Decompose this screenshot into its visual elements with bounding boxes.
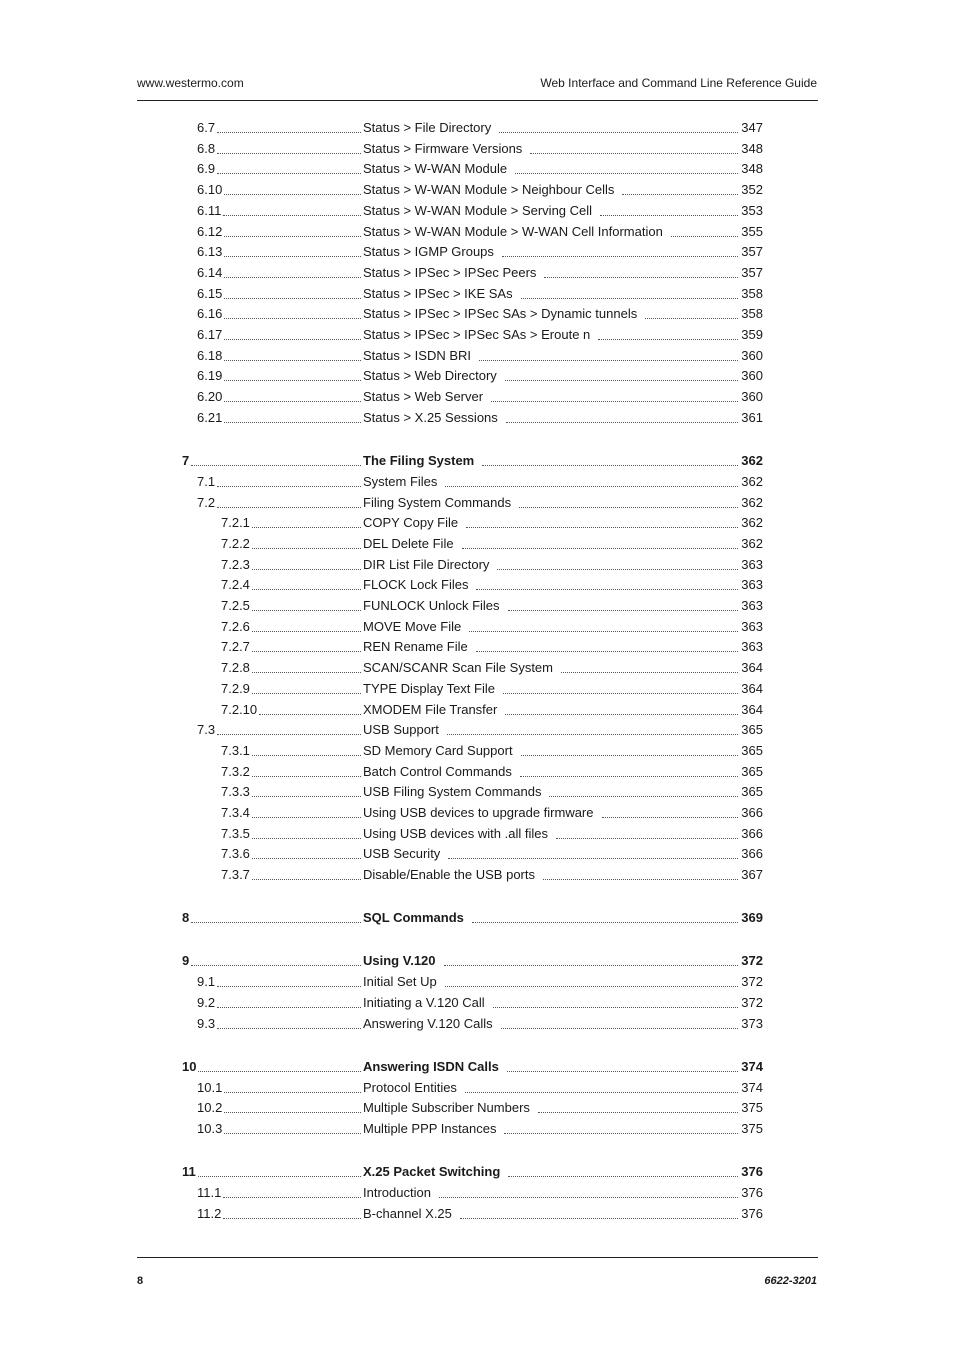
toc-dot-leader — [466, 527, 738, 528]
toc-section-title: Status > Web Server — [363, 388, 487, 406]
toc-section-number: 10 — [182, 1058, 197, 1074]
toc-page-number: 358 — [741, 306, 763, 322]
toc-page-number: 374 — [741, 1079, 763, 1095]
toc-section-number: 6.21 — [197, 409, 223, 425]
toc-page-number: 363 — [741, 556, 763, 572]
toc-section-title: Using V.120 — [363, 952, 440, 970]
toc-page-number: 372 — [741, 994, 763, 1010]
toc-page-number: 367 — [741, 867, 763, 883]
toc-dot-leader — [506, 422, 738, 423]
toc-page-number: 363 — [741, 639, 763, 655]
toc-dot-leader — [445, 986, 738, 987]
toc-page-number: 364 — [741, 701, 763, 717]
toc-dot-leader — [476, 651, 738, 652]
toc-dot-leader — [502, 256, 738, 257]
toc-dot-leader — [622, 194, 738, 195]
toc-section-title: Disable/Enable the USB ports — [363, 866, 539, 884]
toc-page-number: 357 — [741, 264, 763, 280]
toc-dot-leader — [224, 298, 361, 299]
toc-section-number: 10.1 — [197, 1079, 223, 1095]
toc-dot-leader — [259, 714, 361, 715]
toc-entry-row[interactable] — [0, 409, 954, 427]
toc-dot-leader — [598, 339, 738, 340]
toc-entry-row[interactable] — [0, 367, 954, 385]
toc-section-number: 9.1 — [197, 974, 216, 990]
toc-entry-row[interactable] — [0, 181, 954, 199]
toc-dot-leader — [482, 465, 738, 466]
toc-dot-leader — [191, 922, 361, 923]
toc-entry-row[interactable] — [0, 160, 954, 178]
toc-section-title: Status > ISDN BRI — [363, 347, 475, 365]
toc-dot-leader — [504, 1133, 738, 1134]
toc-dot-leader — [556, 838, 738, 839]
toc-dot-leader — [448, 858, 738, 859]
toc-page-number: 373 — [741, 1015, 763, 1031]
toc-chapter-row[interactable] — [0, 952, 954, 970]
toc-dot-leader — [224, 318, 361, 319]
toc-dot-leader — [252, 672, 361, 673]
toc-dot-leader — [252, 589, 361, 590]
toc-entry-row[interactable] — [0, 1099, 954, 1117]
toc-dot-leader — [505, 380, 738, 381]
toc-dot-leader — [602, 817, 738, 818]
toc-page-number: 353 — [741, 202, 763, 218]
toc-entry-row[interactable] — [0, 473, 954, 491]
toc-dot-leader — [549, 796, 738, 797]
toc-dot-leader — [469, 631, 738, 632]
toc-dot-leader — [521, 755, 738, 756]
toc-page-number: 362 — [741, 473, 763, 489]
toc-dot-leader — [224, 360, 361, 361]
toc-section-title: Batch Control Commands — [363, 763, 516, 781]
toc-dot-leader — [198, 1071, 361, 1072]
toc-page-number: 348 — [741, 161, 763, 177]
toc-entry-row[interactable] — [0, 305, 954, 323]
toc-page-number: 376 — [741, 1205, 763, 1221]
toc-entry-row[interactable] — [0, 326, 954, 344]
toc-dot-leader — [447, 734, 738, 735]
toc-dot-leader — [224, 339, 361, 340]
toc-section-number: 8 — [182, 910, 190, 926]
toc-entry-row[interactable] — [0, 285, 954, 303]
toc-section-title: DEL Delete File — [363, 535, 458, 553]
toc-entry-row[interactable] — [0, 638, 954, 656]
toc-section-title: MOVE Move File — [363, 618, 465, 636]
toc-section-title: B-channel X.25 — [363, 1205, 456, 1223]
toc-section-number: 7.2.10 — [221, 701, 258, 717]
toc-section-title: The Filing System — [363, 452, 478, 470]
toc-section-title: Status > IGMP Groups — [363, 243, 498, 261]
toc-page-number: 357 — [741, 244, 763, 260]
toc-section-number: 6.7 — [197, 120, 216, 135]
toc-section-number: 9.3 — [197, 1015, 216, 1031]
toc-section-number: 6.20 — [197, 389, 223, 405]
toc-section-number: 6.8 — [197, 140, 216, 156]
toc-entry-row[interactable] — [0, 514, 954, 532]
toc-dot-leader — [252, 569, 361, 570]
toc-dot-leader — [543, 879, 738, 880]
toc-dot-leader — [444, 965, 738, 966]
toc-dot-leader — [472, 922, 738, 923]
toc-section-title: Status > File Directory — [363, 119, 495, 137]
toc-dot-leader — [252, 817, 361, 818]
toc-section-number: 6.18 — [197, 347, 223, 363]
toc-entry-row[interactable] — [0, 140, 954, 158]
toc-section-title: Status > W-WAN Module > W-WAN Cell Information — [363, 223, 667, 241]
toc-section-number: 7.3.3 — [221, 784, 250, 800]
toc-section-title: Filing System Commands — [363, 494, 515, 512]
toc-section-title: XMODEM File Transfer — [363, 701, 501, 719]
toc-dot-leader — [600, 215, 738, 216]
toc-section-number: 7.3.1 — [221, 742, 250, 758]
toc-dot-leader — [521, 298, 738, 299]
toc-section-title: FLOCK Lock Files — [363, 576, 472, 594]
toc-page-number: 362 — [741, 494, 763, 510]
toc-page-number: 361 — [741, 409, 763, 425]
toc-page-number: 359 — [741, 327, 763, 342]
toc-section-title: USB Security — [363, 845, 444, 863]
toc-dot-leader — [538, 1112, 738, 1113]
toc-page-number: 372 — [741, 953, 763, 969]
toc-dot-leader — [503, 693, 738, 694]
toc-section-title: Introduction — [363, 1184, 435, 1202]
toc-section-number: 6.10 — [197, 182, 223, 198]
toc-dot-leader — [515, 173, 738, 174]
toc-entry-row[interactable] — [0, 701, 954, 719]
toc-dot-leader — [252, 838, 361, 839]
toc-entry-row[interactable] — [0, 721, 954, 739]
toc-entry-row[interactable] — [0, 347, 954, 365]
toc-chapter-row[interactable] — [0, 452, 954, 470]
toc-page-number: 364 — [741, 660, 763, 676]
toc-dot-leader — [223, 215, 361, 216]
toc-entry-row[interactable] — [0, 659, 954, 677]
toc-section-title: Multiple Subscriber Numbers — [363, 1099, 534, 1117]
toc-page-number: 360 — [741, 347, 763, 363]
toc-section-title: SD Memory Card Support — [363, 742, 517, 760]
toc-section-title: TYPE Display Text File — [363, 680, 499, 698]
toc-section-title: Status > W-WAN Module — [363, 160, 511, 178]
toc-section-title: Status > Firmware Versions — [363, 140, 526, 158]
toc-entry-row[interactable] — [0, 742, 954, 760]
toc-section-title: System Files — [363, 473, 441, 491]
toc-section-title: Initiating a V.120 Call — [363, 994, 489, 1012]
toc-section-title: Status > IPSec > IPSec SAs > Dynamic tunnels — [363, 305, 641, 323]
toc-dot-leader — [191, 965, 361, 966]
toc-page-number: 374 — [741, 1058, 763, 1074]
toc-dot-leader — [224, 236, 361, 237]
toc-section-number: 7.2 — [197, 494, 216, 510]
toc-section-title: Using USB devices to upgrade firmware — [363, 804, 598, 822]
toc-section-number: 7.3.5 — [221, 825, 250, 841]
toc-page-number: 363 — [741, 618, 763, 634]
toc-page-number: 369 — [741, 910, 763, 926]
toc-entry-row[interactable] — [0, 618, 954, 636]
toc-section-number: 6.14 — [197, 264, 223, 280]
toc-entry-row[interactable] — [0, 973, 954, 991]
toc-dot-leader — [191, 465, 361, 466]
toc-section-number: 7.1 — [197, 473, 216, 489]
toc-section-number: 7.3.7 — [221, 867, 250, 883]
toc-dot-leader — [252, 755, 361, 756]
footer-divider — [137, 1257, 818, 1258]
toc-dot-leader — [252, 858, 361, 859]
toc-section-number: 7.2.9 — [221, 680, 250, 696]
toc-entry-row[interactable] — [0, 845, 954, 863]
toc-section-title: Status > IPSec > IKE SAs — [363, 285, 517, 303]
toc-dot-leader — [252, 776, 361, 777]
toc-dot-leader — [217, 132, 361, 133]
toc-section-number: 11.1 — [197, 1184, 222, 1200]
toc-dot-leader — [491, 401, 738, 402]
toc-section-number: 7.2.2 — [221, 535, 250, 551]
toc-dot-leader — [493, 1007, 738, 1008]
toc-dot-leader — [252, 610, 361, 611]
toc-dot-leader — [520, 776, 738, 777]
toc-section-title: Answering V.120 Calls — [363, 1015, 497, 1033]
toc-entry-row[interactable] — [0, 804, 954, 822]
toc-page-number: 362 — [741, 515, 763, 531]
toc-section-title: DIR List File Directory — [363, 556, 493, 574]
toc-dot-leader — [217, 986, 361, 987]
toc-dot-leader — [544, 277, 738, 278]
toc-dot-leader — [224, 380, 361, 381]
toc-chapter-row[interactable] — [0, 909, 954, 927]
toc-section-number: 7.2.1 — [221, 515, 250, 531]
toc-section-title: Answering ISDN Calls — [363, 1058, 503, 1076]
toc-entry-row[interactable] — [0, 223, 954, 241]
toc-dot-leader — [252, 631, 361, 632]
toc-dot-leader — [561, 672, 738, 673]
toc-dot-leader — [519, 507, 738, 508]
toc-section-number: 7 — [182, 452, 190, 468]
toc-entry-row[interactable] — [0, 556, 954, 574]
toc-entry-row[interactable] — [0, 1015, 954, 1033]
toc-section-number: 6.12 — [197, 223, 223, 239]
toc-dot-leader — [224, 422, 361, 423]
toc-page-number: 364 — [741, 680, 763, 696]
toc-dot-leader — [217, 153, 361, 154]
toc-section-title: Status > X.25 Sessions — [363, 409, 502, 427]
toc-dot-leader — [460, 1218, 738, 1219]
toc-section-title: Multiple PPP Instances — [363, 1120, 500, 1138]
toc-page-number: 352 — [741, 182, 763, 198]
toc-dot-leader — [224, 401, 361, 402]
toc-chapter-row[interactable] — [0, 1163, 954, 1181]
toc-dot-leader — [445, 486, 738, 487]
toc-dot-leader — [217, 173, 361, 174]
toc-page-number: 375 — [741, 1120, 763, 1136]
toc-dot-leader — [497, 569, 738, 570]
toc-section-title: Status > W-WAN Module > Serving Cell — [363, 202, 596, 220]
toc-dot-leader — [252, 879, 361, 880]
toc-entry-row[interactable] — [0, 494, 954, 512]
toc-section-number: 6.19 — [197, 368, 223, 384]
toc-page-number: 362 — [741, 452, 763, 468]
toc-section-title: Initial Set Up — [363, 973, 441, 991]
toc-dot-leader — [476, 589, 738, 590]
toc-section-title: Status > IPSec > IPSec Peers — [363, 264, 540, 282]
toc-dot-leader — [224, 1092, 361, 1093]
toc-section-number: 7.2.3 — [221, 556, 250, 572]
toc-page-number: 365 — [741, 722, 763, 738]
toc-dot-leader — [645, 318, 738, 319]
toc-page-number: 358 — [741, 285, 763, 301]
toc-dot-leader — [508, 610, 738, 611]
toc-dot-leader — [252, 527, 361, 528]
toc-entry-row[interactable] — [0, 680, 954, 698]
toc-entry-row[interactable] — [0, 783, 954, 801]
toc-section-title: Protocol Entities — [363, 1079, 461, 1097]
toc-section-number: 6.11 — [197, 202, 222, 218]
toc-entry-row[interactable] — [0, 1184, 954, 1202]
toc-entry-row[interactable] — [0, 866, 954, 884]
toc-dot-leader — [465, 1092, 738, 1093]
toc-dot-leader — [508, 1176, 738, 1177]
toc-dot-leader — [224, 194, 361, 195]
toc-page-number: 347 — [741, 120, 763, 135]
toc-dot-leader — [217, 1007, 361, 1008]
toc-entry-row[interactable] — [0, 535, 954, 553]
toc-dot-leader — [252, 693, 361, 694]
toc-page-number: 362 — [741, 535, 763, 551]
toc-dot-leader — [501, 1028, 738, 1029]
toc-page-number: 365 — [741, 784, 763, 800]
toc-section-number: 10.3 — [197, 1120, 223, 1136]
toc-section-title: SCAN/SCANR Scan File System — [363, 659, 557, 677]
toc-section-number: 7.2.8 — [221, 660, 250, 676]
toc-section-number: 11 — [182, 1163, 196, 1179]
toc-page-number: 355 — [741, 223, 763, 239]
toc-page-number: 372 — [741, 974, 763, 990]
toc-page-number: 363 — [741, 577, 763, 593]
toc-page-number: 348 — [741, 140, 763, 156]
toc-dot-leader — [252, 651, 361, 652]
toc-page-number: 365 — [741, 763, 763, 779]
toc-page-number: 375 — [741, 1100, 763, 1116]
toc-page-number: 366 — [741, 805, 763, 820]
toc-dot-leader — [505, 714, 738, 715]
toc-entry-row[interactable] — [0, 1120, 954, 1138]
toc-page-number: 365 — [741, 742, 763, 758]
toc-dot-leader — [198, 1176, 361, 1177]
toc-section-title: USB Filing System Commands — [363, 783, 545, 801]
toc-dot-leader — [499, 132, 738, 133]
toc-section-number: 7.3 — [197, 722, 216, 738]
toc-section-number: 9.2 — [197, 994, 216, 1010]
toc-section-number: 7.2.6 — [221, 618, 250, 634]
toc-entry-row[interactable] — [0, 264, 954, 282]
toc-page-number: 360 — [741, 368, 763, 384]
toc-section-number: 7.3.2 — [221, 763, 250, 779]
toc-section-title: FUNLOCK Unlock Files — [363, 597, 504, 615]
toc-dot-leader — [252, 796, 361, 797]
toc-section-title: Status > W-WAN Module > Neighbour Cells — [363, 181, 618, 199]
toc-section-number: 6.15 — [197, 285, 223, 301]
toc-section-number: 6.16 — [197, 306, 223, 322]
toc-dot-leader — [439, 1197, 738, 1198]
toc-section-title: Status > IPSec > IPSec SAs > Eroute n — [363, 326, 594, 344]
toc-entry-row[interactable] — [0, 825, 954, 843]
toc-dot-leader — [217, 734, 361, 735]
toc-section-number: 7.2.4 — [221, 577, 250, 593]
toc-dot-leader — [530, 153, 738, 154]
toc-section-number: 10.2 — [197, 1100, 223, 1116]
toc-entry-row[interactable] — [0, 597, 954, 615]
toc-dot-leader — [223, 1218, 361, 1219]
toc-section-number: 6.17 — [197, 327, 223, 342]
toc-page-number: 366 — [741, 846, 763, 862]
toc-entry-row[interactable] — [0, 994, 954, 1012]
toc-entry-row[interactable] — [0, 388, 954, 406]
toc-entry-row[interactable] — [0, 243, 954, 261]
toc-dot-leader — [223, 1197, 361, 1198]
toc-section-number: 7.3.6 — [221, 846, 250, 862]
toc-section-title: REN Rename File — [363, 638, 472, 656]
toc-dot-leader — [224, 1133, 361, 1134]
toc-entry-row[interactable] — [0, 119, 954, 137]
toc-section-title: SQL Commands — [363, 909, 468, 927]
toc-entry-row[interactable] — [0, 1079, 954, 1097]
toc-page-number: 360 — [741, 389, 763, 405]
header-website: www.westermo.com — [137, 76, 244, 90]
toc-section-title: X.25 Packet Switching — [363, 1163, 504, 1181]
toc-section-number: 7.2.7 — [221, 639, 250, 655]
toc-section-title: Status > Web Directory — [363, 367, 501, 385]
toc-dot-leader — [507, 1071, 738, 1072]
toc-dot-leader — [479, 360, 738, 361]
toc-dot-leader — [462, 548, 738, 549]
toc-dot-leader — [217, 507, 361, 508]
toc-entry-row[interactable] — [0, 1205, 954, 1223]
toc-section-title: USB Support — [363, 721, 443, 739]
toc-entry-row[interactable] — [0, 576, 954, 594]
toc-page-number: 376 — [741, 1184, 763, 1200]
toc-page-number: 363 — [741, 598, 763, 613]
toc-dot-leader — [224, 256, 361, 257]
toc-entry-row[interactable] — [0, 763, 954, 781]
toc-dot-leader — [252, 548, 361, 549]
toc-section-number: 9 — [182, 953, 190, 969]
toc-section-number: 6.13 — [197, 244, 223, 260]
toc-dot-leader — [217, 1028, 361, 1029]
footer-doc-code: 6622-3201 — [764, 1275, 817, 1287]
toc-section-number: 7.2.5 — [221, 598, 250, 613]
toc-section-number: 6.9 — [197, 161, 216, 177]
toc-chapter-row[interactable] — [0, 1058, 954, 1076]
toc-section-number: 7.3.4 — [221, 805, 250, 820]
toc-page-number: 376 — [741, 1163, 763, 1179]
toc-dot-leader — [217, 486, 361, 487]
footer-page-number: 8 — [137, 1275, 144, 1287]
toc-dot-leader — [224, 1112, 361, 1113]
toc-section-number: 11.2 — [197, 1205, 222, 1221]
toc-entry-row[interactable] — [0, 202, 954, 220]
header-guide-title: Web Interface and Command Line Reference Guide — [540, 76, 817, 90]
toc-section-title: COPY Copy File — [363, 514, 462, 532]
toc-section-title: Using USB devices with .all files — [363, 825, 552, 843]
toc-dot-leader — [671, 236, 738, 237]
toc-page-number: 366 — [741, 825, 763, 841]
toc-dot-leader — [224, 277, 361, 278]
